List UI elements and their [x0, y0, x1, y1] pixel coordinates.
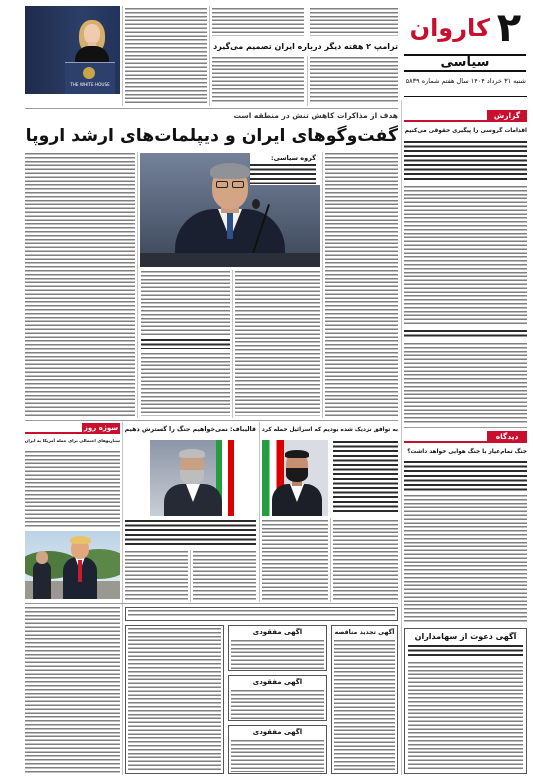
viewpoint-headline: جنگ تمام‌عیار با جنگ هوایی خواهد داشت؟: [407, 449, 527, 455]
lost-ad: [228, 725, 327, 774]
body-text-column: [235, 271, 320, 416]
masthead-rule: [404, 96, 527, 97]
page-number: ۲: [496, 6, 522, 50]
report-subhead: [404, 330, 527, 339]
column-rule: [307, 56, 308, 106]
body-text-column: [212, 8, 304, 36]
podium: [65, 62, 115, 94]
body-text-column: [141, 353, 230, 416]
spokesman-photo-caption: [333, 441, 398, 513]
invitation-ad: [404, 628, 527, 774]
viewpoint-rule: [404, 441, 527, 443]
minister-hair: [210, 163, 250, 179]
lost-ad-title: آگهی مفقودی: [252, 678, 303, 686]
trump-hair: [70, 536, 91, 544]
spokesman-beard: [286, 468, 308, 482]
qalibaf-story-headline: قالیباف: نمی‌خواهیم جنگ را گسترش دهیم: [125, 426, 256, 433]
speaker-face: [84, 24, 100, 44]
body-text-column: [404, 343, 527, 423]
body-text-column: [310, 57, 398, 104]
speaker-beard: [180, 470, 204, 484]
column-rule: [232, 270, 233, 418]
section-rule: [25, 603, 398, 604]
section-rule: [25, 420, 398, 421]
body-text-column: [25, 451, 120, 528]
ad-strip-text: [128, 610, 395, 618]
lost-ad-text: [231, 640, 324, 669]
aide-body: [33, 561, 51, 599]
lost-ad-text: [231, 690, 324, 719]
podium-seal-icon: [83, 67, 95, 79]
ad-strip: [125, 607, 398, 621]
legal-ad: [125, 625, 224, 774]
body-text-column: [141, 271, 230, 335]
body-text-column: [262, 520, 328, 600]
top-story-headline: ترامپ ۲ هفته دیگر درباره ایران تصمیم می‌گیرد: [213, 42, 398, 51]
speaker-hair-grey: [179, 449, 205, 458]
legal-ad-text: [128, 628, 221, 771]
column-rule: [122, 6, 123, 106]
lead-photo-caption: [250, 153, 320, 185]
body-text-column: [212, 57, 304, 104]
minister-tie: [227, 211, 233, 239]
lead-kicker: هدف از مذاکرات کاهش تنش در منطقه است: [233, 111, 398, 120]
spokesman-hair: [285, 450, 309, 458]
lost-ad: [228, 675, 327, 721]
microphone-head-icon: [252, 199, 260, 209]
caption-label: گروه سیاسی:: [270, 154, 316, 162]
spokesman-story-headline: به توافق نزدیک شده بودیم که اسرائیل حمله کرد: [262, 427, 398, 433]
column-rule: [137, 152, 138, 418]
invitation-ad-title: آگهی دعوت از سهامداران: [414, 632, 517, 641]
newspaper-logo: کاروان: [410, 14, 490, 42]
lost-ad-text: [231, 740, 324, 772]
lost-ad-title: آگهی مفقودی: [252, 628, 303, 636]
body-text-column: [125, 8, 207, 104]
date-line: شنبه ۳۱ خرداد ۱۴۰۴ سال هفتم شماره ۵۸۳۹: [405, 77, 526, 85]
qalibaf-photo-caption: [125, 520, 256, 546]
invitation-ad-lead: [408, 645, 523, 659]
desk: [140, 253, 320, 267]
glasses-left-lens: [216, 181, 228, 188]
photo-white-house-briefing: [25, 6, 120, 94]
body-text-column: [404, 186, 527, 326]
photo-parliament-speaker: [150, 440, 234, 516]
lost-ad-title: آگهی مفقودی: [252, 728, 303, 736]
glasses-right-lens: [232, 181, 244, 188]
column-rule: [322, 152, 323, 418]
body-text-column: [25, 153, 135, 416]
subject-of-day-rule: [25, 432, 120, 434]
photo-spokesman: [262, 440, 328, 516]
column-rule: [190, 550, 191, 602]
lost-ad: [228, 625, 327, 671]
caption-text: [250, 164, 316, 184]
subject-of-day-label: سوژه روز: [83, 424, 119, 432]
tender-ad: [331, 625, 398, 774]
photo-trump-walking: [25, 531, 120, 599]
column-rule: [330, 518, 331, 602]
right-column-rule: [401, 100, 402, 775]
column-rule: [259, 422, 260, 602]
body-text-column: [125, 551, 188, 600]
report-headline: اقدامات گروسی را پیگیری حقوقی می‌کنیم: [404, 128, 527, 134]
lead-headline: گفت‌وگوهای ایران و دیپلمات‌های ارشد اروپا: [25, 126, 398, 146]
body-text-column: [25, 607, 120, 774]
tender-ad-title: آگهی تجدید مناقصه: [334, 629, 395, 636]
tender-ad-text: [334, 640, 395, 772]
section-title: سیاسی: [404, 54, 526, 72]
column-rule: [209, 6, 210, 106]
section-rule: [404, 427, 527, 428]
aide-head: [36, 551, 48, 564]
viewpoint-lead-text: [404, 461, 527, 491]
body-subhead: [141, 339, 230, 349]
body-text-column: [310, 8, 398, 36]
podium-text: THE WHITE HOUSE: [70, 82, 110, 87]
body-text-column: [404, 495, 527, 622]
invitation-ad-text: [408, 662, 523, 770]
body-text-column: [193, 551, 256, 600]
subject-of-day-headline: سناریوهای احتمالی برای حمله آمریکا به ایران: [25, 439, 120, 444]
column-rule: [122, 422, 123, 775]
trump-tie: [78, 560, 82, 582]
report-rule: [404, 120, 527, 122]
body-text-column: [333, 520, 398, 600]
viewpoint-label: دیدگاه: [487, 431, 527, 442]
report-lead-text: [404, 141, 527, 181]
section-rule: [25, 108, 398, 109]
body-text-column: [325, 153, 398, 416]
report-label: گزارش: [487, 110, 527, 121]
